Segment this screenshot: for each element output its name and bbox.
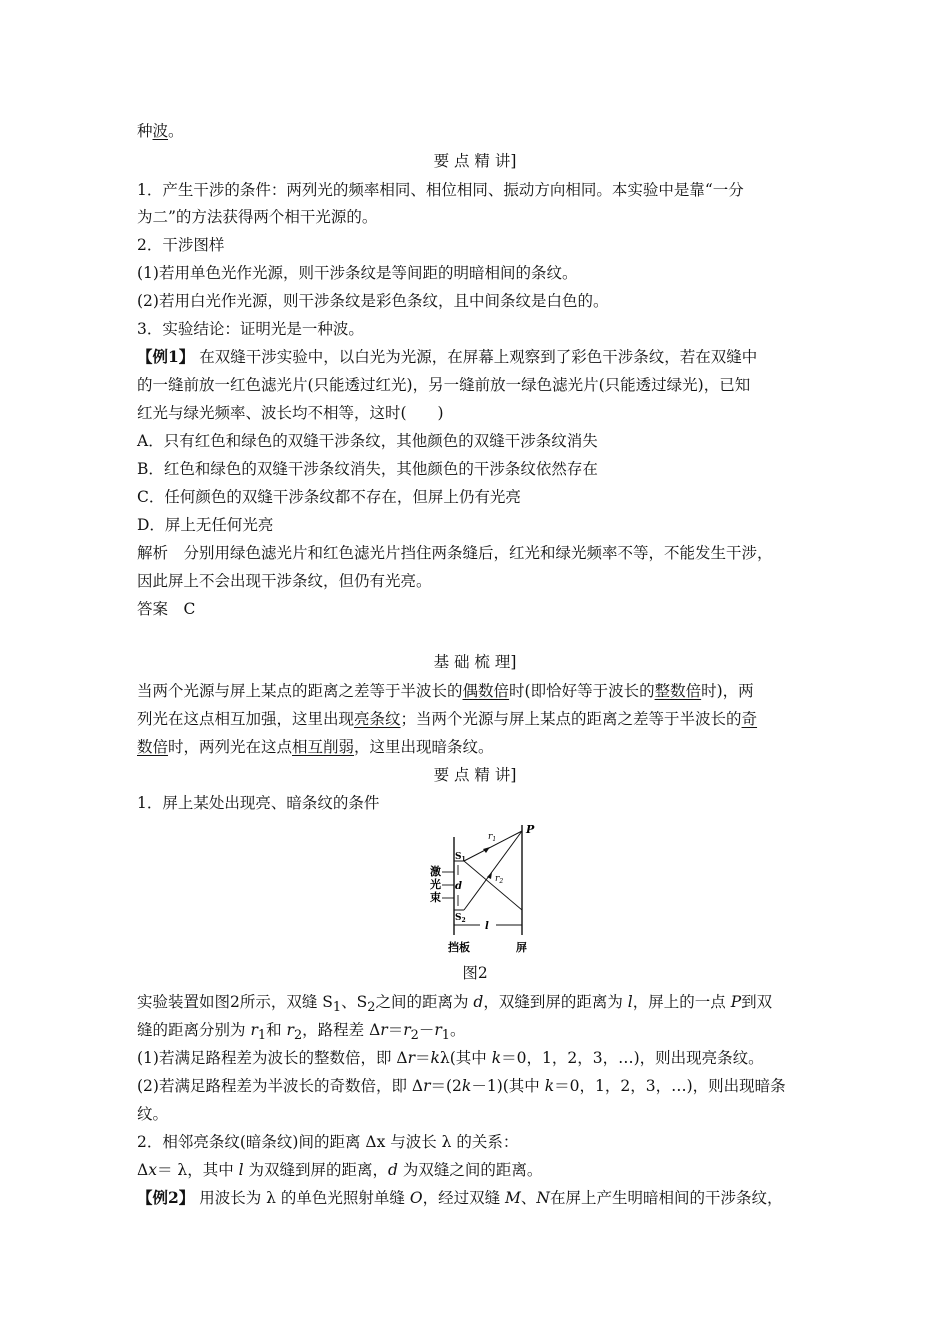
bright-fringe-condition: (1)若满足路程差为波长的整数倍，即 Δr＝kλ(其中 k＝0，1，2，3，…)，则出现亮条纹。 (137, 1049, 764, 1067)
double-slit-svg (412, 817, 552, 957)
basics-line-2: 列光在这点相互加强，这里出现亮条纹；当两个光源与屏上某点的距离之差等于半波长的奇 (137, 710, 758, 728)
label-r2: $r_2$ (495, 874, 504, 885)
label-r1: $r_1$ (488, 832, 497, 843)
section-heading-key-points: 要 点 精 讲] (433, 152, 517, 170)
paragraph-interference-condition: 1．产生干涉的条件：两列光的频率相同、相位相同、振动方向相同。本实验中是靠“一分 (137, 181, 744, 199)
label-S1: $S_1$ (455, 852, 466, 863)
example-1-answer: 答案 C (137, 600, 196, 618)
option-d: D．屏上无任何光亮 (137, 516, 274, 534)
label-S2: $S_2$ (455, 913, 466, 924)
figure-caption: 图2 (462, 964, 488, 982)
label-l: l (485, 921, 489, 932)
dark-fringe-condition-cont: 纹。 (137, 1105, 169, 1123)
example-2-question: 【例2】 用波长为 λ 的单色光照射单缝 O，经过双缝 M、N在屏上产生明暗相间的干涉条纹， (137, 1188, 783, 1207)
paragraph-pattern-mono: (1)若用单色光作光源，则干涉条纹是等间距的明暗相间的条纹。 (137, 264, 578, 282)
helper-line (464, 861, 522, 910)
label-P: P (526, 823, 535, 836)
label-laser-1: 激 (430, 865, 441, 878)
option-a: A．只有红色和绿色的双缝干涉条纹，其他颜色的双缝干涉条纹消失 (137, 432, 598, 450)
label-screen: 屏 (516, 941, 527, 954)
setup-line-2: 缝的距离分别为 $r_1$和 $r_2$，路程差 $\Delta r=r_2-r_1$。 (137, 1021, 466, 1044)
paragraph-conclusion: 3．实验结论：证明光是一种波。 (137, 320, 364, 338)
section-heading-key-points-2: 要 点 精 讲] (433, 766, 517, 784)
dark-fringe-condition: (2)若满足路程差为半波长的奇数倍，即 Δr＝(2k－1)(其中 k＝0，1，2，3，…)，则出现暗条 (137, 1077, 786, 1095)
double-slit-diagram (412, 817, 552, 957)
example-1-analysis-cont: 因此屏上不会出现干涉条纹，但仍有光亮。 (137, 572, 432, 590)
label-barrier: 挡板 (448, 941, 470, 954)
continued-line: 种波。 (137, 122, 184, 140)
paragraph-pattern-title: 2．干涉图样 (137, 236, 225, 254)
example-1-tag: 【例1】 (137, 347, 195, 366)
basics-line-1: 当两个光源与屏上某点的距离之差等于半波长的偶数倍时(即恰好等于波长的整数倍时)，两 (137, 682, 754, 700)
paragraph-interference-condition-cont: 为二”的方法获得两个相干光源的。 (137, 208, 378, 226)
paragraph-pattern-white: (2)若用白光作光源，则干涉条纹是彩色条纹，且中间条纹是白色的。 (137, 292, 609, 310)
ray-r1-arrowhead (483, 847, 490, 853)
basics-line-3: 数倍时，两列光在这点相互削弱，这里出现暗条纹。 (137, 738, 494, 756)
section-heading-basics: 基 础 梳 理] (433, 653, 517, 671)
label-laser-3: 束 (430, 891, 441, 904)
example-1-question-cont: 的一缝前放一红色滤光片(只能透过红光)，另一缝前放一绿色滤光片(只能透过绿光)，已知 (137, 376, 751, 394)
example-1-question: 【例1】 在双缝干涉实验中，以白光为光源，在屏幕上观察到了彩色干涉条纹，若在双缝中 (137, 347, 758, 366)
fringe-spacing-formula: Δx＝ λ，其中 l 为双缝到屏的距离，d 为双缝之间的距离。 (137, 1161, 543, 1179)
label-d: d (455, 881, 462, 892)
label-laser-2: 光 (430, 878, 441, 891)
option-c: C．任何颜色的双缝干涉条纹都不存在，但屏上仍有光亮 (137, 488, 521, 506)
example-2-tag: 【例2】 (137, 1188, 195, 1207)
point-1-title: 1．屏上某处出现亮、暗条纹的条件 (137, 794, 380, 812)
example-1-analysis: 解析 分别用绿色滤光片和红色滤光片挡住两条缝后，红光和绿光频率不等，不能发生干涉， (137, 544, 773, 562)
setup-line-1: 实验装置如图2所示，双缝 $S_1$、$S_2$之间的距离为 d，双缝到屏的距离为 l，屏上的一点 P到双 (137, 993, 773, 1016)
option-b: B．红色和绿色的双缝干涉条纹消失，其他颜色的干涉条纹依然存在 (137, 460, 598, 478)
example-1-question-end: 红光与绿光频率、波长均不相等，这时( ) (137, 404, 444, 422)
point-2-title: 2．相邻亮条纹(暗条纹)间的距离 Δx 与波长 λ 的关系： (137, 1133, 519, 1151)
